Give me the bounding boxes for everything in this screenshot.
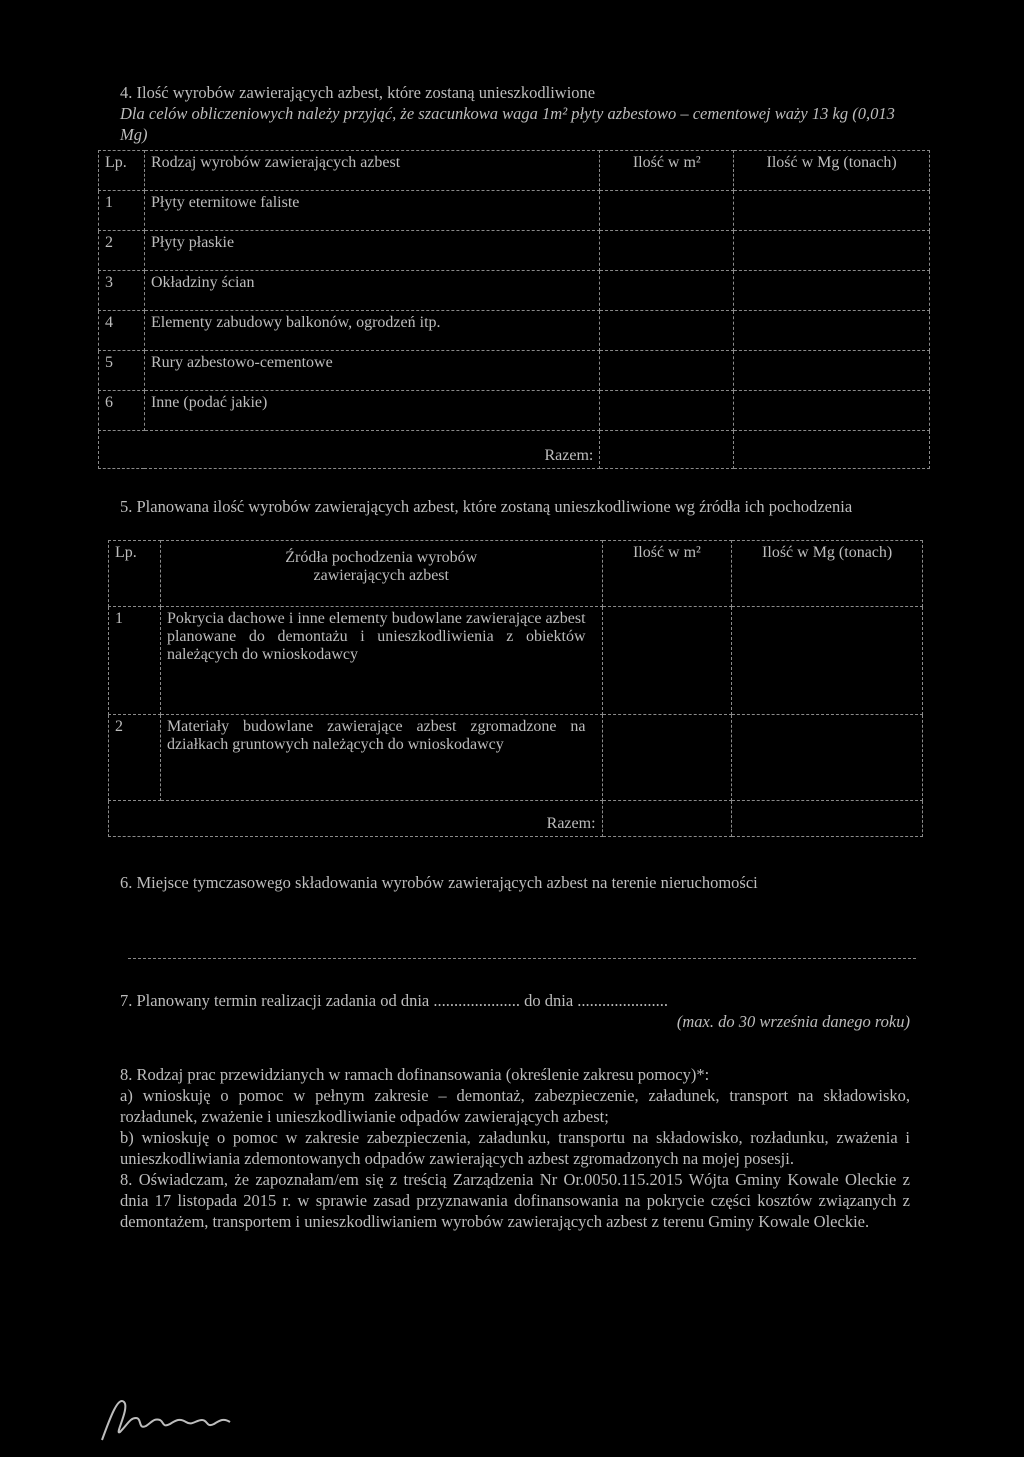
- area-cell[interactable]: [600, 311, 734, 351]
- section-4-note: Dla celów obliczeniowych należy przyjąć, że szacunkowa waga 1m² płyty azbestowo – cementowej waży 13 kg (0,013 Mg): [120, 104, 895, 144]
- section-4-table-wrap: [98, 150, 930, 469]
- table-row: [99, 351, 930, 391]
- storage-place-field[interactable]: [128, 957, 916, 959]
- area-cell[interactable]: [600, 391, 734, 431]
- row-number: 2: [109, 715, 161, 801]
- total-label: Razem:: [99, 431, 600, 469]
- area-cell[interactable]: [602, 607, 732, 715]
- mass-cell[interactable]: [734, 191, 930, 231]
- declaration: 8. Oświadczam, że zapoznałam/em się z treścią Zarządzenia Nr Or.0050.115.2015 Wójta Gminy Kowale Oleckie z dnia 17 listopada 2015 r. w sprawie zasad przyznawania dofinansowania na pokrycie części kosztów związanych z demontażem, transportem i unieszkodliwianiem wyrobów zawierających azbest z terenu Gminy Kowale Oleckie.: [120, 1170, 910, 1231]
- mass-cell[interactable]: [734, 391, 930, 431]
- mass-cell[interactable]: [732, 715, 923, 801]
- area-cell[interactable]: [600, 271, 734, 311]
- area-cell[interactable]: [602, 715, 732, 801]
- section-8: [120, 1064, 910, 1232]
- column-header: Ilość w m²: [600, 151, 734, 191]
- row-label: Materiały budowlane zawierające azbest zgromadzone na działkach gruntowych należących do wnioskodawcy: [160, 715, 602, 801]
- row-label: Elementy zabudowy balkonów, ogrodzeń itp.: [144, 311, 599, 351]
- table-row: [109, 607, 923, 715]
- total-area-cell[interactable]: [602, 801, 732, 837]
- section-4: [120, 82, 910, 147]
- row-number: 1: [99, 191, 145, 231]
- section-6: [120, 872, 910, 893]
- total-label: Razem:: [109, 801, 603, 837]
- column-header: Lp.: [109, 541, 161, 607]
- area-cell[interactable]: [600, 351, 734, 391]
- table-row: [109, 715, 923, 801]
- row-label: Inne (podać jakie): [144, 391, 599, 431]
- row-label: Rury azbestowo-cementowe: [144, 351, 599, 391]
- area-cell[interactable]: [600, 191, 734, 231]
- option-b: b) wnioskuję o pomoc w zakresie zabezpieczenia, załadunku, transportu na składowisko, rozładunku, zważenia i unieszkodliwiania zdemontowanych odpadów zawierających azbest zgromadzonych na mojej posesji.: [120, 1128, 910, 1168]
- column-header: Źródła pochodzenia wyrobów zawierających azbest: [160, 541, 602, 607]
- row-number: 4: [99, 311, 145, 351]
- row-number: 3: [99, 271, 145, 311]
- section-5-table: [108, 540, 923, 837]
- signature-image: [100, 1388, 250, 1448]
- mass-cell[interactable]: [732, 607, 923, 715]
- section-5: [120, 496, 910, 517]
- section-4-table: [98, 150, 930, 469]
- mass-cell[interactable]: [734, 231, 930, 271]
- option-a: a) wnioskuję o pomoc w pełnym zakresie – demontaż, zabezpieczenie, załadunek, transport na składowisko, rozładunek, zważenie i unieszkodliwianie odpadów zawierających azbest;: [120, 1086, 910, 1126]
- total-mass-cell[interactable]: [734, 431, 930, 469]
- row-label: Płyty płaskie: [144, 231, 599, 271]
- table-total-row: [99, 431, 930, 469]
- row-label: Płyty eternitowe faliste: [144, 191, 599, 231]
- column-header: Ilość w Mg (tonach): [732, 541, 923, 607]
- section-8-heading: 8. Rodzaj prac przewidzianych w ramach dofinansowania (określenie zakresu pomocy)*:: [120, 1065, 710, 1084]
- mass-cell[interactable]: [734, 351, 930, 391]
- mass-cell[interactable]: [734, 271, 930, 311]
- table-row: [99, 271, 930, 311]
- row-label: Okładziny ścian: [144, 271, 599, 311]
- column-header: Ilość w Mg (tonach): [734, 151, 930, 191]
- section-7-text: 7. Planowany termin realizacji zadania od dnia ..................... do dnia ......................: [120, 991, 669, 1010]
- area-cell[interactable]: [600, 231, 734, 271]
- table-row: [99, 191, 930, 231]
- mass-cell[interactable]: [734, 311, 930, 351]
- table-row: [99, 391, 930, 431]
- row-number: 2: [99, 231, 145, 271]
- table-header-row: [109, 541, 923, 607]
- column-header: Ilość w m²: [602, 541, 732, 607]
- table-header-row: [99, 151, 930, 191]
- row-number: 1: [109, 607, 161, 715]
- row-number: 5: [99, 351, 145, 391]
- section-7-note: (max. do 30 września danego roku): [676, 1012, 910, 1031]
- total-mass-cell[interactable]: [732, 801, 923, 837]
- row-number: 6: [99, 391, 145, 431]
- section-4-heading: 4. Ilość wyrobów zawierających azbest, które zostaną unieszkodliwione: [120, 83, 596, 102]
- section-6-heading: 6. Miejsce tymczasowego składowania wyrobów zawierających azbest na terenie nieruchomości: [120, 873, 758, 892]
- table-row: [99, 231, 930, 271]
- total-area-cell[interactable]: [600, 431, 734, 469]
- section-5-table-wrap: [108, 540, 923, 837]
- table-row: [99, 311, 930, 351]
- column-header: Lp.: [99, 151, 145, 191]
- row-label: Pokrycia dachowe i inne elementy budowlane zawierające azbest planowane do demontażu i unieszkodliwienia z obiektów należących do wnioskodawcy: [160, 607, 602, 715]
- table-total-row: [109, 801, 923, 837]
- section-5-heading: 5. Planowana ilość wyrobów zawierających azbest, które zostaną unieszkodliwione wg źródła ich pochodzenia: [120, 497, 853, 516]
- column-header: Rodzaj wyrobów zawierających azbest: [144, 151, 599, 191]
- section-7: [120, 990, 910, 1032]
